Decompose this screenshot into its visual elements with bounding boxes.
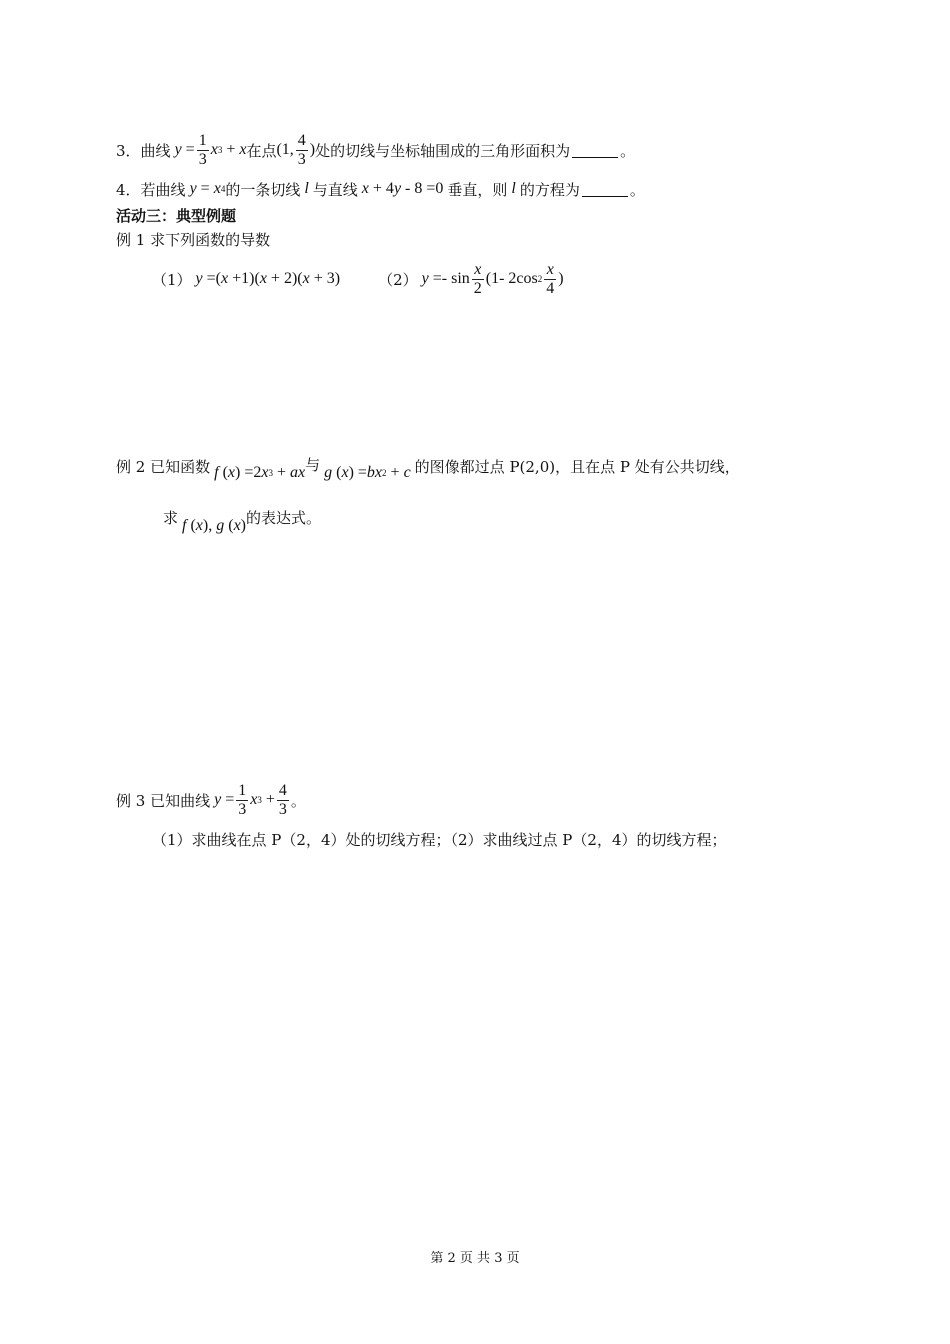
ex1-text: 求下列函数的导数 (150, 230, 271, 249)
example-1-parts (152, 256, 564, 302)
question-4 (116, 177, 645, 201)
q3-end: 。 (620, 141, 636, 160)
page-footer: 第 2 页 共 3 页 (430, 1251, 520, 1266)
q4-text-4: 的方程为 (519, 180, 580, 199)
section-title: 活动三：典型例题 (116, 206, 237, 225)
q4-prefix: 若曲线 (140, 180, 186, 199)
example-1-heading (116, 229, 270, 249)
ex2-text-2: 的图像都过点 P(2,0)，且在点 P 处有公共切线， (414, 458, 740, 476)
q4-curve: y = x 4 (189, 180, 226, 197)
ex2-g-formula: g ( x ) = bx 2 + c (324, 464, 411, 481)
ex2-label: 例 2 (116, 458, 146, 476)
q3-prefix: 曲线 (140, 141, 171, 160)
q4-text-3: 垂直，则 (447, 180, 508, 199)
ex1-part-1-formula: y =( x +1)( x + 2)( x + 3) (195, 270, 341, 287)
ex1-part-2-label: （2） (378, 270, 418, 289)
ex3-end: 。 (290, 791, 306, 810)
q4-end: 。 (629, 180, 645, 199)
q3-answer-blank[interactable] (572, 143, 618, 158)
ex3-text: 已知曲线 (150, 791, 211, 810)
q3-at-point: 在点 (246, 141, 277, 160)
ex1-label: 例 1 (116, 230, 146, 249)
ex2-and: 与 (305, 456, 321, 474)
ex2-ask-formula: f ( x ), g ( x ) (182, 517, 246, 534)
q4-l-2: l (507, 180, 520, 197)
ex1-part-2-formula: y =- sin $\frac{x}{2}$ (1- 2cos 2 $\frac{x}{4}$ ) (421, 260, 564, 297)
ex2-ask-end: 的表达式。 (246, 509, 322, 527)
ex2-text-1: 已知函数 (150, 458, 211, 476)
q3-formula: y = $\frac{1}{3}$ x 3 + x (174, 131, 247, 168)
example-3-subquestions: （1）求曲线在点 P（2，4）处的切线方程；（2）求曲线过点 P（2，4）的切线方程； (152, 830, 727, 849)
q3-number: 3． (116, 141, 141, 160)
example-2-ask (163, 505, 321, 539)
q4-number: 4． (116, 180, 141, 199)
example-2-heading (116, 452, 740, 486)
q4-line: x + 4 y - 8 =0 (361, 180, 448, 197)
q3-point: (1, $\frac{4}{3}$ ) (276, 131, 316, 168)
q3-text: 处的切线与坐标轴围成的三角形面积为 (315, 141, 571, 160)
q4-l: l (300, 180, 313, 197)
ex3-label: 例 3 (116, 791, 146, 810)
ex1-part-1-label: （1） (152, 270, 192, 289)
ex3-formula: y = $\frac{1}{3}$ x 3 + $\frac{4}{3}$ (214, 781, 287, 818)
question-3 (116, 128, 635, 172)
q4-text-1: 的一条切线 (225, 180, 301, 199)
ex2-ask: 求 (163, 509, 179, 527)
ex2-f-formula: f ( x ) =2 x 3 + ax (214, 464, 306, 481)
example-3-heading (116, 777, 306, 823)
q4-answer-blank[interactable] (582, 182, 628, 197)
q4-text-2: 与直线 (312, 180, 358, 199)
